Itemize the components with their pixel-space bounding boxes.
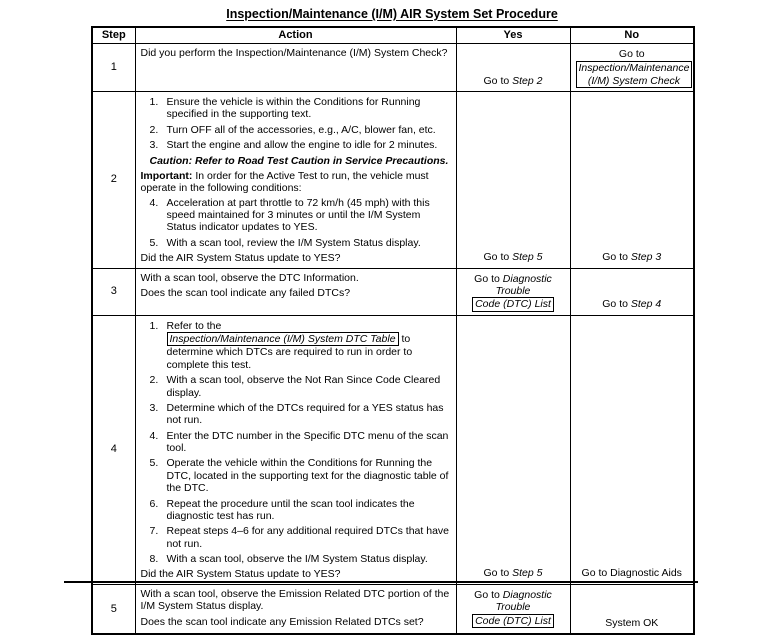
action-text: With a scan tool, observe the Emission Related DTC portion of the I/M System Status display.	[140, 587, 450, 613]
procedure-table	[91, 26, 695, 635]
col-header-action: Action	[135, 27, 456, 43]
step-reference: Step 2	[512, 74, 543, 87]
list-number: 5.	[149, 236, 159, 249]
table-row-step-1	[92, 43, 694, 91]
step-number: 4	[92, 315, 135, 584]
yes-cell	[456, 315, 570, 584]
action-list-item	[150, 374, 451, 399]
goto-text: Go to	[474, 588, 503, 601]
action-list-item	[150, 139, 451, 151]
list-number: 4.	[149, 196, 159, 209]
step-number: 3	[92, 268, 135, 315]
table-row-step-4	[92, 315, 694, 584]
yes-cell	[456, 92, 570, 269]
action-question: Does the scan tool indicate any failed DTCs?	[140, 286, 351, 299]
action-list-item	[150, 457, 451, 494]
list-text: Enter the DTC number in the Specific DTC menu of the scan tool.	[166, 429, 449, 455]
goto-text: Go to	[602, 298, 631, 311]
list-number: 1.	[149, 96, 159, 109]
goto-text: Go to Diagnostic Aids	[581, 567, 682, 580]
list-text: Start the engine and allow the engine to idle for 2 minutes.	[166, 139, 438, 152]
goto-text: Go to	[483, 74, 513, 87]
list-text: Repeat steps 4–6 for any additional required DTCs that have not run.	[166, 525, 450, 550]
list-number: 7.	[149, 525, 159, 538]
list-text-post: to determine which DTCs are required to run in order to complete this test.	[166, 333, 413, 371]
action-list-item	[150, 553, 451, 565]
action-list-item	[150, 430, 451, 455]
reference-link[interactable]: Inspection/Maintenance (I/M) System Check	[576, 61, 693, 88]
list-text: Ensure the vehicle is within the Conditions for Running specified in the supporting text.	[166, 96, 421, 121]
yes-cell	[456, 268, 570, 315]
list-text: Acceleration at part throttle to 72 km/h (45 mph) with this speed maintained for 3 minutes or until the I/M System Status indicator updates to YES.	[166, 196, 430, 234]
col-header-yes: Yes	[456, 27, 570, 43]
action-cell	[135, 584, 456, 634]
reference-link[interactable]: Code (DTC) List	[472, 614, 554, 628]
goto-text: Go to	[618, 47, 645, 60]
action-list-item	[150, 320, 451, 372]
action-text: Did you perform the Inspection/Maintenance (I/M) System Check?	[140, 46, 448, 59]
action-list-item	[150, 197, 451, 234]
action-text: With a scan tool, observe the DTC Information.	[140, 271, 359, 284]
no-cell	[570, 268, 694, 315]
no-cell	[570, 315, 694, 584]
table-row-step-2	[92, 92, 694, 269]
result-text: System OK	[605, 616, 659, 629]
caution-note: Caution: Refer to Road Test Caution in Service Precautions.	[149, 154, 449, 167]
important-label: Important:	[140, 169, 193, 182]
list-number: 3.	[149, 401, 159, 414]
no-cell	[570, 43, 694, 91]
reference-text: Diagnostic Trouble	[495, 588, 552, 614]
list-number: 8.	[149, 553, 159, 566]
goto-text: Go to	[602, 251, 631, 264]
action-cell	[135, 92, 456, 269]
page-title: Inspection/Maintenance (I/M) AIR System Set Procedure	[226, 7, 558, 21]
goto-text: Go to	[483, 567, 513, 580]
important-text: In order for the Active Test to run, the vehicle must operate in the following conditions:	[140, 169, 429, 195]
list-number: 1.	[149, 319, 159, 332]
table-row-step-5	[92, 584, 694, 634]
action-list-item	[150, 498, 451, 523]
list-text: With a scan tool, review the I/M System Status display.	[166, 236, 421, 249]
reference-link[interactable]: Inspection/Maintenance (I/M) System DTC Table	[167, 332, 399, 346]
action-cell	[135, 315, 456, 584]
reference-link[interactable]: Code (DTC) List	[472, 297, 554, 311]
important-note	[141, 170, 451, 195]
step-reference: Step 5	[512, 567, 543, 580]
list-number: 4.	[149, 429, 159, 442]
step-reference: Step 3	[630, 251, 662, 264]
step-reference: Step 4	[630, 298, 662, 311]
list-number: 3.	[149, 139, 159, 152]
list-text: With a scan tool, observe the Not Ran Since Code Cleared display.	[166, 374, 441, 399]
step-number: 1	[92, 43, 135, 91]
goto-text: Go to	[483, 251, 513, 264]
reference-text: Diagnostic Trouble	[495, 272, 552, 297]
yes-cell	[456, 584, 570, 634]
list-text: With a scan tool, observe the I/M System Status display.	[166, 553, 428, 566]
step-number: 2	[92, 92, 135, 269]
col-header-step: Step	[92, 27, 135, 43]
yes-cell	[456, 43, 570, 91]
list-number: 6.	[149, 497, 159, 510]
action-list-item	[150, 237, 451, 249]
action-cell	[135, 43, 456, 91]
goto-text: Go to	[474, 272, 503, 285]
page-bottom-rule	[64, 581, 698, 583]
step-reference: Step 5	[512, 251, 543, 264]
list-number: 5.	[149, 457, 159, 470]
action-list-item	[150, 525, 451, 550]
list-number: 2.	[149, 374, 159, 387]
list-text: Repeat the procedure until the scan tool indicates the diagnostic test has run.	[166, 497, 415, 522]
action-list-item	[150, 124, 451, 136]
list-number: 2.	[149, 123, 159, 136]
action-question: Did the AIR System Status update to YES?	[140, 568, 341, 581]
action-cell	[135, 268, 456, 315]
list-text	[167, 320, 451, 372]
no-cell	[570, 92, 694, 269]
action-list-item	[150, 402, 451, 427]
table-row-step-3	[92, 268, 694, 315]
step-number: 5	[92, 584, 135, 634]
col-header-no: No	[570, 27, 694, 43]
header-row	[92, 27, 694, 43]
list-text: Operate the vehicle within the Conditions for Running the DTC, located in the supporting text for the diagnostic table of the DTC.	[166, 457, 449, 495]
action-question: Does the scan tool indicate any Emission Related DTCs set?	[140, 615, 424, 628]
list-text: Determine which of the DTCs required for a YES status has not run.	[166, 401, 444, 427]
action-question: Did the AIR System Status update to YES?	[140, 252, 341, 265]
no-cell	[570, 584, 694, 634]
list-text-pre: Refer to the	[166, 319, 222, 332]
list-text: Turn OFF all of the accessories, e.g., A/C, blower fan, etc.	[166, 123, 436, 136]
action-list-item	[150, 96, 451, 121]
